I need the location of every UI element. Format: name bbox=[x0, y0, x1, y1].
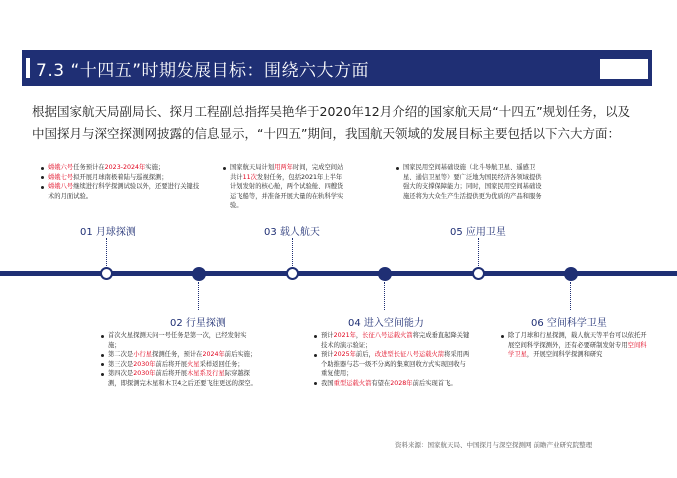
highlight-text: 2023-2024年 bbox=[104, 164, 146, 171]
goal-bullet bbox=[100, 350, 258, 360]
highlight-text: 嫦娥六号 bbox=[48, 164, 74, 171]
highlight-text: 2028年 bbox=[390, 379, 413, 387]
goal-05-label: 05 应用卫星 bbox=[450, 227, 506, 238]
bullet-text: 第三次是 bbox=[108, 360, 134, 368]
timeline-node-06 bbox=[564, 267, 578, 281]
bullet-text: ， bbox=[355, 332, 363, 339]
bullet-text: 拟开展月球南极着陆与巡视探测； bbox=[73, 173, 168, 181]
highlight-text: 2021年 bbox=[333, 332, 356, 339]
bullet-text: 有望在 bbox=[371, 379, 391, 387]
goal-05-notes bbox=[395, 163, 545, 201]
header-white-box bbox=[600, 59, 648, 79]
bullet-text: 继续进行科学探测试验以外，还要进行关键技术的月面试验。 bbox=[48, 183, 200, 200]
stem-06 bbox=[570, 282, 572, 310]
highlight-text: 火星 bbox=[187, 360, 200, 368]
goal-bullet bbox=[40, 173, 200, 183]
highlight-text: 11次 bbox=[242, 173, 257, 181]
highlight-text: 木星系及行星 bbox=[187, 370, 225, 377]
bullet-text: 时间，完成空间站共计 bbox=[230, 164, 344, 181]
bullet-text: 将完成垂直起降关键技术的演示验证； bbox=[321, 332, 470, 349]
stem-01 bbox=[106, 238, 108, 268]
highlight-text: 2024年 bbox=[202, 351, 225, 358]
bullet-text: 首次火星探测天问一号任务是第一次，已经发射实施； bbox=[108, 332, 247, 349]
goal-01-label: 01 月球探测 bbox=[80, 227, 136, 238]
timeline-node-05 bbox=[472, 267, 485, 280]
intro-line-2: 中国探月与深空探测网披露的信息显示，“十四五”期间，我国航天领域的发展目标主要包括以下六大方面： bbox=[32, 126, 620, 141]
bullet-text: 将采用两个助推器与芯一级不分离的集束回收方式实现回收与重复使用； bbox=[321, 351, 470, 377]
goal-bullet bbox=[313, 379, 471, 389]
stem-04 bbox=[384, 282, 386, 310]
goal-bullet bbox=[222, 163, 344, 211]
bullet-text: 预计 bbox=[321, 332, 334, 339]
timeline-node-01 bbox=[100, 267, 113, 280]
bullet-text: 前后实现首飞。 bbox=[412, 379, 457, 387]
section-title: 7.3 “十四五”时期发展目标：围绕六大方面 bbox=[36, 61, 370, 81]
stem-02 bbox=[198, 282, 200, 310]
source-note: 资料来源：国家航天局、中国探月与深空探测网 前瞻产业研究院整理 bbox=[395, 441, 593, 449]
timeline-node-04 bbox=[378, 267, 392, 281]
bullet-text: 国家民用空间基础设施（北斗导航卫星、遥感卫星、通信卫星等）要广泛地为国民经济各领域提供强大的支撑保障能力；同时，国家民用空间基础设施还将为大众生产生活提供更为优质的产品和服务 bbox=[403, 164, 542, 200]
bullet-text: 任务预计在 bbox=[73, 164, 105, 171]
highlight-text: 2030年 bbox=[133, 360, 156, 368]
goal-bullet bbox=[100, 369, 258, 388]
bullet-text: 前后将开展 bbox=[155, 360, 187, 368]
bullet-text: 第四次是 bbox=[108, 370, 134, 377]
goal-03-notes bbox=[222, 163, 344, 211]
intro-line-1: 根据国家航天局副局长、探月工程副总指挥吴艳华于2020年12月介绍的国家航天局“十四五”规划任务，以及 bbox=[32, 104, 631, 119]
goal-04-label: 04 进入空间能力 bbox=[348, 318, 424, 329]
bullet-text: 实施； bbox=[145, 164, 165, 171]
bullet-text: 探测任务，预计在 bbox=[152, 351, 203, 358]
bullet-text: 预计 bbox=[321, 351, 334, 358]
bullet-text: 除了月球和行星探测，载人航天等平台可以依托开展空间科学探测外，还有必要研制发射专用 bbox=[508, 332, 647, 349]
goal-bullet bbox=[395, 163, 545, 201]
highlight-text: 用两年 bbox=[274, 164, 293, 171]
bullet-text: ，开展空间科学探测和研究 bbox=[526, 351, 603, 358]
goal-01-notes bbox=[40, 163, 200, 201]
goal-bullet bbox=[313, 331, 471, 350]
stem-03 bbox=[292, 238, 294, 268]
goal-bullet bbox=[100, 331, 258, 350]
goal-bullet bbox=[100, 360, 258, 370]
highlight-text: 重型运载火箭 bbox=[333, 379, 372, 387]
stem-05 bbox=[478, 238, 480, 268]
bullet-text: 际穿越探测，即探测完木星和木卫4之后还要飞往更远的深空。 bbox=[108, 370, 257, 387]
goal-06-label: 06 空间科学卫星 bbox=[531, 318, 607, 329]
bullet-text: 采样返回任务； bbox=[199, 360, 244, 368]
bullet-text: 前后将开展 bbox=[155, 370, 187, 377]
intro-paragraph bbox=[32, 101, 657, 145]
highlight-text: 2030年 bbox=[133, 370, 156, 377]
highlight-text: 嫦娥七号 bbox=[48, 173, 74, 181]
highlight-text: 小行星 bbox=[133, 351, 153, 358]
goal-04-notes bbox=[313, 331, 471, 388]
header-accent-bar bbox=[26, 58, 30, 78]
goal-02-notes bbox=[100, 331, 258, 388]
timeline-node-02 bbox=[192, 267, 206, 281]
goal-03-label: 03 载人航天 bbox=[264, 227, 320, 238]
goal-02-label: 02 行星探测 bbox=[170, 318, 226, 329]
bullet-text: 我国 bbox=[321, 379, 334, 387]
highlight-text: 嫦娥八号 bbox=[48, 183, 74, 190]
highlight-text: 空间科学卫星 bbox=[508, 341, 647, 358]
highlight-text: 改进型长征八号运载火箭 bbox=[374, 351, 445, 358]
highlight-text: 长征八号运载火箭 bbox=[362, 332, 413, 339]
bullet-text: 国家航天局计划 bbox=[230, 164, 275, 171]
bullet-text: 发射任务，包括2021年上半年计划发射的核心舱，两个试验舱、四艘货运飞船等，并准备开展大量的在轨科学实验。 bbox=[230, 173, 344, 209]
goal-bullet bbox=[500, 331, 650, 360]
bullet-text: 第二次是 bbox=[108, 351, 134, 358]
goal-06-notes bbox=[500, 331, 650, 360]
bullet-text: 前后实施； bbox=[224, 351, 257, 358]
goal-bullet bbox=[40, 182, 200, 201]
goal-bullet bbox=[313, 350, 471, 379]
goal-bullet bbox=[40, 163, 200, 173]
bullet-text: 前后， bbox=[355, 351, 375, 358]
highlight-text: 2025年 bbox=[333, 351, 356, 358]
timeline-node-03 bbox=[286, 267, 299, 280]
